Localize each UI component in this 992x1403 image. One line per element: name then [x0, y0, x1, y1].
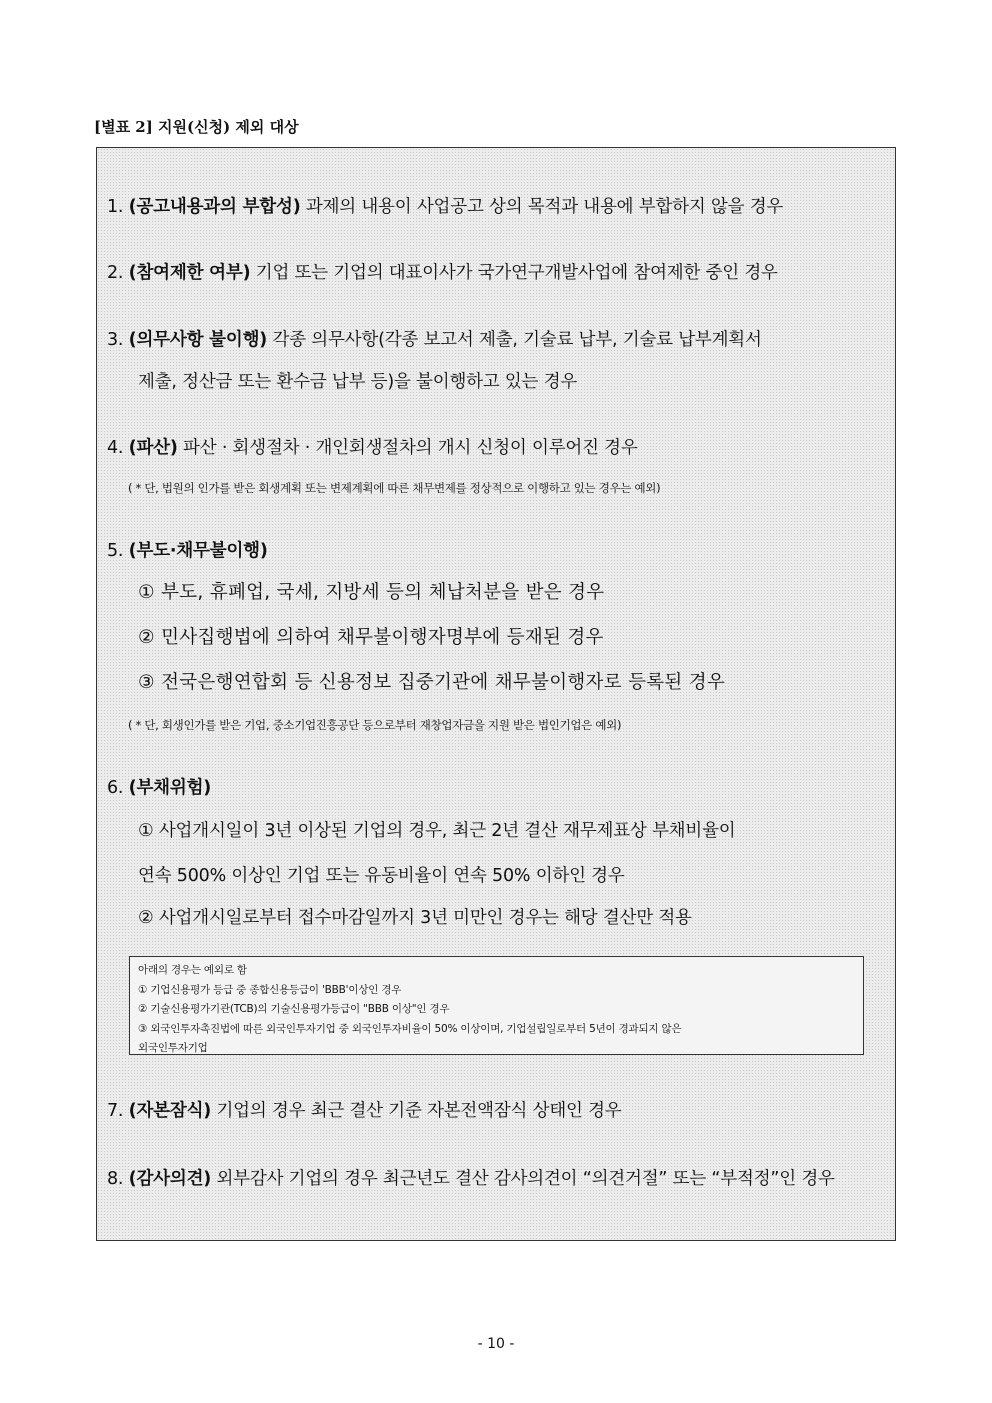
item-6-sub-1: ① 사업개시일이 3년 이상된 기업의 경우, 최근 2년 결산 재무제표상 부채비율이 [138, 821, 736, 841]
item-text: 기업 또는 기업의 대표이사가 국가연구개발사업에 참여제한 중인 경우 [250, 263, 778, 283]
item-6-sub-1-continuation: 연속 500% 이상인 기업 또는 유동비율이 연속 50% 이하인 경우 [138, 866, 625, 886]
exception-item-continuation: 외국인투자기업 [138, 1042, 208, 1054]
page-number: - 10 - [477, 1336, 515, 1352]
exception-item: ② 기술신용평가기관(TCB)의 기술신용평가등급이 "BBB 이상"인 경우 [138, 1003, 450, 1015]
item-label: (감사의견) [128, 1169, 212, 1189]
item-5-sub-2: ② 민사집행법에 의하여 채무불이행자명부에 등재된 경우 [138, 627, 604, 648]
item-6-sub-2: ② 사업개시일로부터 접수마감일까지 3년 미만인 경우는 해당 결산만 적용 [138, 908, 692, 928]
exception-item: ① 기업신용평가 등급 중 종합신용등급이 'BBB'이상인 경우 [138, 983, 402, 996]
item-7 [107, 1103, 622, 1121]
item-number: 2. [107, 263, 124, 283]
item-number: 5. [107, 541, 124, 561]
exceptions-box [129, 956, 864, 1055]
item-8 [107, 1171, 835, 1189]
item-label: (자본잠식) [128, 1101, 212, 1121]
item-number: 8. [107, 1169, 124, 1189]
item-number: 4. [107, 438, 124, 458]
item-4 [107, 440, 638, 458]
item-label: (공고내용과의 부합성) [128, 197, 301, 217]
exclusion-criteria-box [96, 147, 896, 1241]
item-number: 3. [107, 330, 124, 350]
item-text: 기업의 경우 최근 결산 기준 자본전액잠식 상태인 경우 [211, 1101, 622, 1121]
item-text: 파산 · 회생절차 · 개인회생절차의 개시 신청이 이루어진 경우 [177, 438, 638, 458]
item-label: (의무사항 불이행) [128, 330, 268, 350]
item-1 [107, 199, 783, 217]
exception-item: ③ 외국인투자촉진법에 따른 외국인투자기업 중 외국인투자비율이 50% 이상이며, 기업설립일로부터 5년이 경과되지 않은 [138, 1022, 682, 1035]
item-label: (참여제한 여부) [128, 263, 251, 283]
item-5-sub-1: ① 부도, 휴폐업, 국세, 지방세 등의 체납처분을 받은 경우 [138, 582, 605, 603]
exceptions-title: 아래의 경우는 예외로 함 [138, 964, 247, 976]
item-label: (파산) [128, 438, 178, 458]
item-text: 과제의 내용이 사업공고 상의 목적과 내용에 부합하지 않을 경우 [300, 197, 784, 217]
item-label: (부도·채무불이행) [128, 541, 268, 561]
item-number: 1. [107, 197, 124, 217]
item-5-sub-3: ③ 전국은행연합회 등 신용정보 집중기관에 채무불이행자로 등록된 경우 [138, 672, 726, 693]
item-number: 7. [107, 1101, 124, 1121]
item-3-continuation: 제출, 정산금 또는 환수금 납부 등)을 불이행하고 있는 경우 [138, 372, 578, 392]
item-5 [107, 543, 268, 561]
annex-heading: [별표 2] 지원(신청) 제외 대상 [94, 118, 299, 136]
item-number: 6. [107, 778, 124, 798]
item-4-note: ( * 단, 법원의 인가를 받은 회생계획 또는 변제계획에 따른 채무변제를 정상적으로 이행하고 있는 경우는 예외) [128, 481, 661, 495]
item-2 [107, 265, 778, 283]
item-label: (부채위험) [128, 778, 212, 798]
item-5-note: ( * 단, 회생인가를 받은 기업, 중소기업진흥공단 등으로부터 재창업자금을 지원 받은 법인기업은 예외) [128, 718, 622, 732]
item-3 [107, 332, 762, 350]
item-text: 각종 의무사항(각종 보고서 제출, 기술료 납부, 기술료 납부계획서 [267, 330, 762, 350]
item-6 [107, 780, 211, 798]
item-text: 외부감사 기업의 경우 최근년도 결산 감사의견이 “의견거절” 또는 “부적정”인 경우 [211, 1169, 835, 1189]
